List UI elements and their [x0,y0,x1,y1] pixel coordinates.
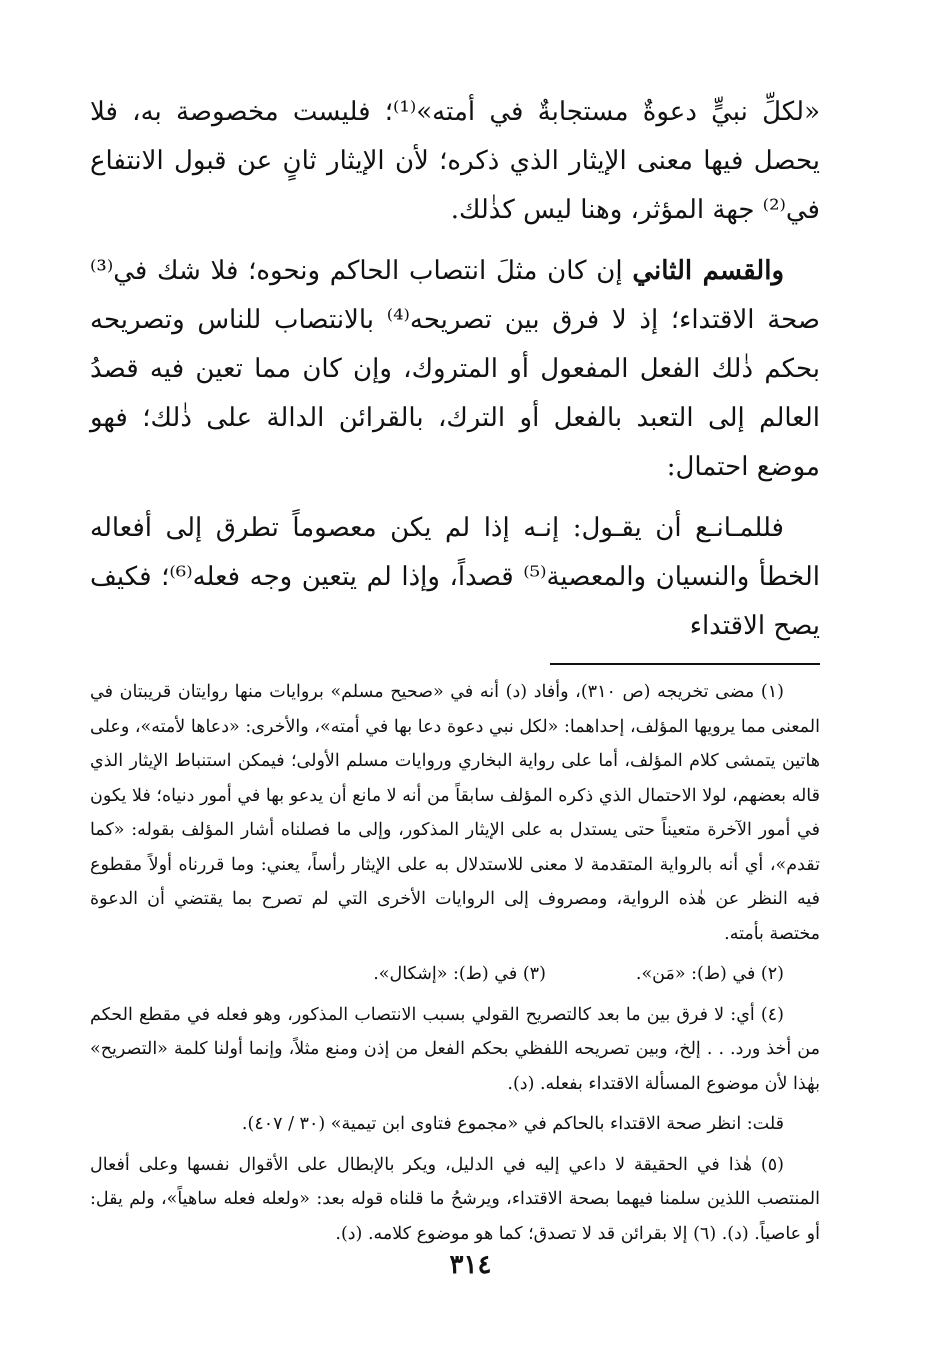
footnote-3: (٣) في (ط): «إشكال». [373,964,546,984]
footnote-5 [90,1148,820,1252]
main-paragraph-2 [90,247,820,492]
footnote-row-2-3 [90,957,820,992]
main-paragraph-2-text: إن كان مثلَ انتصاب الحاكم ونحوه؛ فلا شك في⁽³⁾ صحة الاقتداء؛ إذ لا فرق بين تصريحه⁽⁴⁾ بالانتصاب للناس وتصريحه بحكم ذٰلك الفعل المفعول أو المتروك، وإن كان مما تعين فيه قصدُ العالم إلى التعبد بالفعل أو الترك، بالقرائن الدالة على ذٰلك؛ فهو موضع احتمال: [90,256,821,482]
footnote-4-note: قلت: انظر صحة الاقتداء بالحاكم في «مجموع فتاوى ابن تيمية» (٣٠ / ٤٠٧). [241,1114,784,1134]
page-number: ٣١٤ [449,1250,492,1280]
footnotes-section [90,675,820,1251]
footnote-2: (٢) في (ط): «مَن». [635,964,784,984]
footnote-6: (٦) إلا بقرائن قد لا تصدق؛ كما هو موضوع كلامه. (د). [335,1223,717,1244]
main-paragraph-3: فللمـانـع أن يقـول: إنـه إذا لم يكن معصوماً تطرق إلى أفعاله الخطأ والنسيان والمعصية⁽⁵⁾ قصداً، وإذا لم يتعين وجه فعله⁽⁶⁾؛ فكيف يصح الاقتداء [90,513,820,641]
footnote-divider [550,663,820,665]
section-lead: والقسم الثاني [632,256,784,286]
footnote-1: (١) مضى تخريجه (ص ٣١٠)، وأفاد (د) أنه في «صحيح مسلم» بروايات منها روايتان قريبتان في المعنى مما يرويها المؤلف، إحداهما: «لكل نبي دعوة دعا بها في أمته»، والأخرى: «دعاها لأمته»، وعلى هاتين يتمشى كلام المؤلف، أما على رواية البخاري وروايات مسلم الأولى؛ فيمكن استنباط الإيثار الذي قاله بعضهم، لولا الاحتمال الذي ذكره المؤلف سابقاً من أنه لا مانع أن يدعو بها في أمور دنياه؛ فلا يكون في أمور الآخرة متعيناً حتى يستدل به على الإيثار المذكور، وإلى ما فصلناه أشار المؤلف بقوله: «كما تقدم»، أي أنه بالرواية المتقدمة لا معنى للاستدلال به على الإيثار رأساً، يعني: وما قررناه أولاً مقطوع فيه النظر عن هٰذه الرواية، ومصروف إلى الروايات الأخرى التي لم تصرح بما يقتضي أن الدعوة مختصة بأمته. [90,682,820,944]
document-page [90,88,820,1257]
footnote-5-text: (٥) هٰذا في الحقيقة لا داعي إليه في الدليل، ويكر بالإبطال على الأقوال نفسها وعلى أفعال المنتصب اللذين سلمنا فيهما بصحة الاقتداء، ويرشحُ ما قلناه قوله بعد: «ولعله فعله ساهياً»، ولم يقل: أو عاصياً. (د). [90,1154,820,1244]
main-body-text [90,88,820,651]
main-paragraph-1: «لكلِّ نبيٍّ دعوةٌ مستجابةٌ في أمته»⁽¹⁾؛ فليست مخصوصة به، فلا يحصل فيها معنى الإيثار الذي ذكره؛ لأن الإيثار ثانٍ عن قبول الانتفاع في⁽²⁾ جهة المؤثر، وهنا ليس كذٰلك. [90,97,820,225]
footnote-4: (٤) أي: لا فرق بين ما بعد كالتصريح القولي بسبب الانتصاب المذكور، وهو فعله في مقطع الحكم من أخذ ورد. . . إلخ، وبين تصريحه اللفظي بحكم الفعل من إذن ومنع مثلاً، وإنما أولنا كلمة «التصريح» بهٰذا لأن موضوع المسألة الاقتداء بفعله. (د). [90,1004,820,1094]
